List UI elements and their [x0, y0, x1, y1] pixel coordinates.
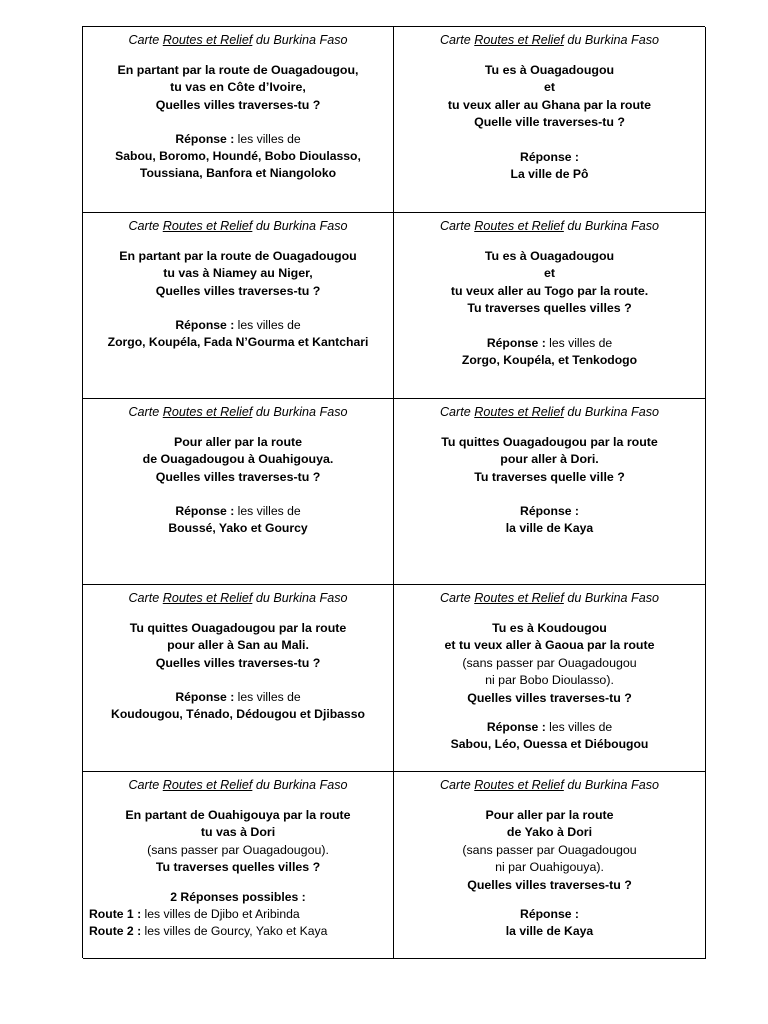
- card-answer: Réponse : les villes de Sabou, Léo, Ouessa et Diébougou: [450, 720, 649, 751]
- card-answer: Réponse : la ville de Kaya: [505, 907, 594, 938]
- card-answer: Réponse : les villes de Boussé, Yako et Gourcy: [168, 504, 308, 535]
- card-answer: Réponse : les villes de Sabou, Boromo, Houndé, Bobo Dioulasso, Toussiana, Banfora et Niangoloko: [115, 132, 361, 180]
- card-question: Pour aller par la route de Yako à Dori (sans passer par Ouagadougou ni par Ouahigouya). Quelles villes traverses-tu ?: [462, 807, 637, 892]
- card-question: En partant de Ouahigouya par la route tu vas à Dori (sans passer par Ouagadougou). Tu traverses quelles villes ?: [125, 807, 351, 874]
- card-9: [83, 772, 394, 959]
- card-6: [394, 399, 706, 585]
- card-answer: Réponse : la ville de Kaya: [505, 504, 594, 535]
- route-line-2: Route 2 : les villes de Gourcy, Yako et Kaya: [89, 923, 328, 938]
- card-3: [83, 213, 394, 399]
- card-question: Tu quittes Ouagadougou par la route pour aller à Dori. Tu traverses quelle ville ?: [441, 434, 658, 484]
- card-10: [394, 772, 706, 959]
- card-question: Tu es à Ouagadougou et tu veux aller au Ghana par la route Quelle ville traverses-tu ?: [447, 62, 652, 129]
- route-line-1: Route 1 : les villes de Djibo et Aribinda: [89, 906, 300, 921]
- card-answer: Réponse : La ville de Pô: [510, 149, 589, 181]
- card-4: [394, 213, 706, 399]
- card-question: Pour aller par la route de Ouagadougou à Ouahigouya. Quelles villes traverses-tu ?: [142, 434, 334, 484]
- card-8: [394, 585, 706, 772]
- card-answer: Réponse : les villes de Koudougou, Ténado, Dédougou et Djibasso: [111, 690, 365, 721]
- card-title: Carte Routes et Relief du Burkina Faso: [439, 219, 660, 233]
- card-title: Carte Routes et Relief du Burkina Faso: [439, 591, 660, 605]
- card-2: [394, 27, 706, 213]
- card-title: Carte Routes et Relief du Burkina Faso: [128, 219, 348, 233]
- card-title: Carte Routes et Relief du Burkina Faso: [439, 778, 660, 792]
- card-title: Carte Routes et Relief du Burkina Faso: [128, 778, 348, 792]
- cards-sheet: [82, 26, 705, 958]
- card-question: Tu es à Koudougou et tu veux aller à Gaoua par la route (sans passer par Ouagadougou ni par Bobo Dioulasso). Quelles villes traverses-tu ?: [444, 620, 655, 705]
- card-7: [83, 585, 394, 772]
- answer-heading: 2 Réponses possibles :: [170, 889, 306, 904]
- card-answer: [83, 889, 393, 940]
- card-title: Carte Routes et Relief du Burkina Faso: [128, 591, 348, 605]
- card-question: En partant par la route de Ouagadougou, tu vas en Côte d’Ivoire, Quelles villes traverses-tu ?: [117, 62, 359, 112]
- card-question: En partant par la route de Ouagadougou tu vas à Niamey au Niger, Quelles villes traverses-tu ?: [119, 248, 357, 298]
- card-1: [83, 27, 394, 213]
- card-5: [83, 399, 394, 585]
- card-title: Carte Routes et Relief du Burkina Faso: [128, 405, 348, 419]
- card-title: Carte Routes et Relief du Burkina Faso: [439, 33, 660, 47]
- card-question: Tu quittes Ouagadougou par la route pour aller à San au Mali. Quelles villes traverses-tu ?: [129, 620, 347, 670]
- card-question: Tu es à Ouagadougou et tu veux aller au Togo par la route. Tu traverses quelles villes ?: [450, 248, 649, 315]
- card-title: Carte Routes et Relief du Burkina Faso: [128, 33, 348, 47]
- card-answer: Réponse : les villes de Zorgo, Koupéla, et Tenkodogo: [461, 335, 638, 367]
- card-answer: Réponse : les villes de Zorgo, Koupéla, Fada N’Gourma et Kantchari: [107, 318, 369, 349]
- card-title: Carte Routes et Relief du Burkina Faso: [439, 405, 660, 419]
